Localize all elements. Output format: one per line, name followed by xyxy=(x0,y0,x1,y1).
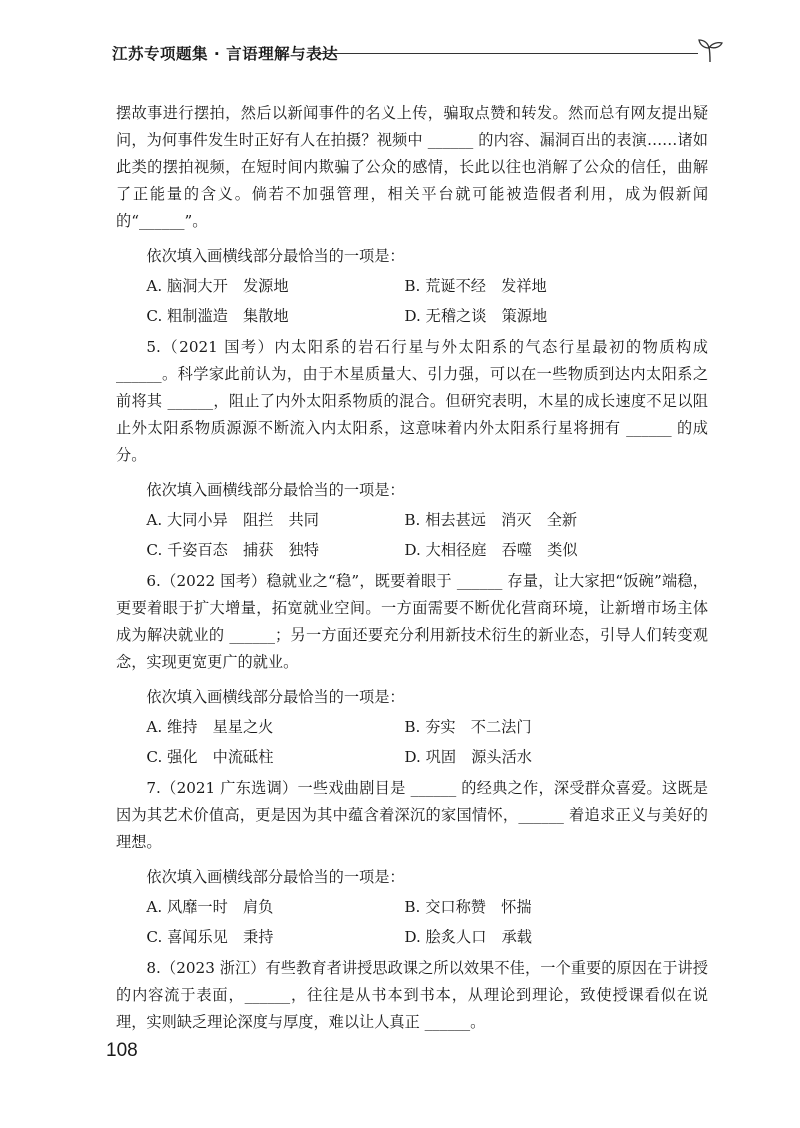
question-prompt: 依次填入画横线部分最恰当的一项是： xyxy=(146,247,405,265)
option-b: B. 夯实 不二法门 xyxy=(404,718,532,736)
option-a: A. 维持 星星之火 xyxy=(146,718,274,736)
question-stem: 6.（2022 国考）稳就业之“稳”，既要着眼于 ______ 存量，让大家把“饭碗”端稳，更要着眼于扩大增量，拓宽就业空间。一方面需要不断优化营商环境，让新增市场主体成为解决就业的 ______；另一方面还要充分利用新技术衍生的新业态，引导人们转变观念，实现更宽更广的就业。 xyxy=(116,572,708,671)
question-7 xyxy=(116,775,708,951)
sprout-icon xyxy=(696,36,724,64)
option-c: C. 喜闻乐见 秉持 xyxy=(146,928,274,946)
question-6 xyxy=(116,568,708,771)
page-content xyxy=(116,100,708,1036)
header-rule xyxy=(318,53,698,54)
continued-question xyxy=(116,100,708,330)
option-d: D. 巩固 源头活水 xyxy=(404,748,532,766)
option-c: C. 千姿百态 捕获 独特 xyxy=(146,541,319,559)
question-stem: 8.（2023 浙江）有些教育者讲授思政课之所以效果不佳，一个重要的原因在于讲授的内容流于表面，______，往往是从书本到书本，从理论到理论，致使授课看似在说理，实则缺乏理论深度与厚度，难以让人真正 ______。 xyxy=(116,959,708,1031)
option-b: B. 交口称赞 怀揣 xyxy=(404,898,532,916)
answer-options xyxy=(116,714,708,771)
option-d: D. 脍炙人口 承载 xyxy=(404,928,532,946)
question-prompt: 依次填入画横线部分最恰当的一项是： xyxy=(146,481,405,499)
question-5 xyxy=(116,334,708,564)
option-b: B. 相去甚远 消灭 全新 xyxy=(404,511,578,529)
page-number: 108 xyxy=(106,1040,138,1061)
header-title: 江苏专项题集 · 言语理解与表达 xyxy=(112,45,339,63)
question-prompt: 依次填入画横线部分最恰当的一项是： xyxy=(146,868,405,886)
option-d: D. 大相径庭 吞噬 类似 xyxy=(404,541,578,559)
option-d: D. 无稽之谈 策源地 xyxy=(404,307,548,325)
answer-options xyxy=(116,507,708,564)
answer-options xyxy=(116,273,708,330)
option-a: A. 脑洞大开 发源地 xyxy=(146,277,289,295)
question-stem: 摆故事进行摆拍，然后以新闻事件的名义上传，骗取点赞和转发。然而总有网友提出疑问，为何事件发生时正好有人在拍摄？视频中 ______ 的内容、漏洞百出的表演……诸如此类的摆拍视频，在短时间内欺骗了公众的感情，长此以往也消解了公众的信任，曲解了正能量的含义。倘若不加强管理，相关平台就可能被造假者利用，成为假新闻的“______”。 xyxy=(116,104,708,230)
option-a: A. 大同小异 阻拦 共同 xyxy=(146,511,319,529)
answer-options xyxy=(116,894,708,951)
question-stem: 7.（2021 广东选调）一些戏曲剧目是 ______ 的经典之作，深受群众喜爱。这既是因为其艺术价值高，更是因为其中蕴含着深沉的家国情怀，______ 着追求正义与美好的理想。 xyxy=(116,779,708,851)
option-c: C. 强化 中流砥柱 xyxy=(146,748,274,766)
page-header xyxy=(112,36,724,70)
option-b: B. 荒诞不经 发祥地 xyxy=(404,277,547,295)
option-c: C. 粗制滥造 集散地 xyxy=(146,307,289,325)
question-prompt: 依次填入画横线部分最恰当的一项是： xyxy=(146,688,405,706)
option-a: A. 风靡一时 肩负 xyxy=(146,898,274,916)
question-stem: 5.（2021 国考）内太阳系的岩石行星与外太阳系的气态行星最初的物质构成 ______。科学家此前认为，由于木星质量大、引力强，可以在一些物质到达内太阳系之前将其 ______，阻止了内外太阳系物质的混合。但研究表明，木星的成长速度不足以阻止外太阳系物质源源不断流入内太阳系，这意味着内外太阳系行星将拥有 ______ 的成分。 xyxy=(116,338,708,464)
question-8 xyxy=(116,955,708,1036)
